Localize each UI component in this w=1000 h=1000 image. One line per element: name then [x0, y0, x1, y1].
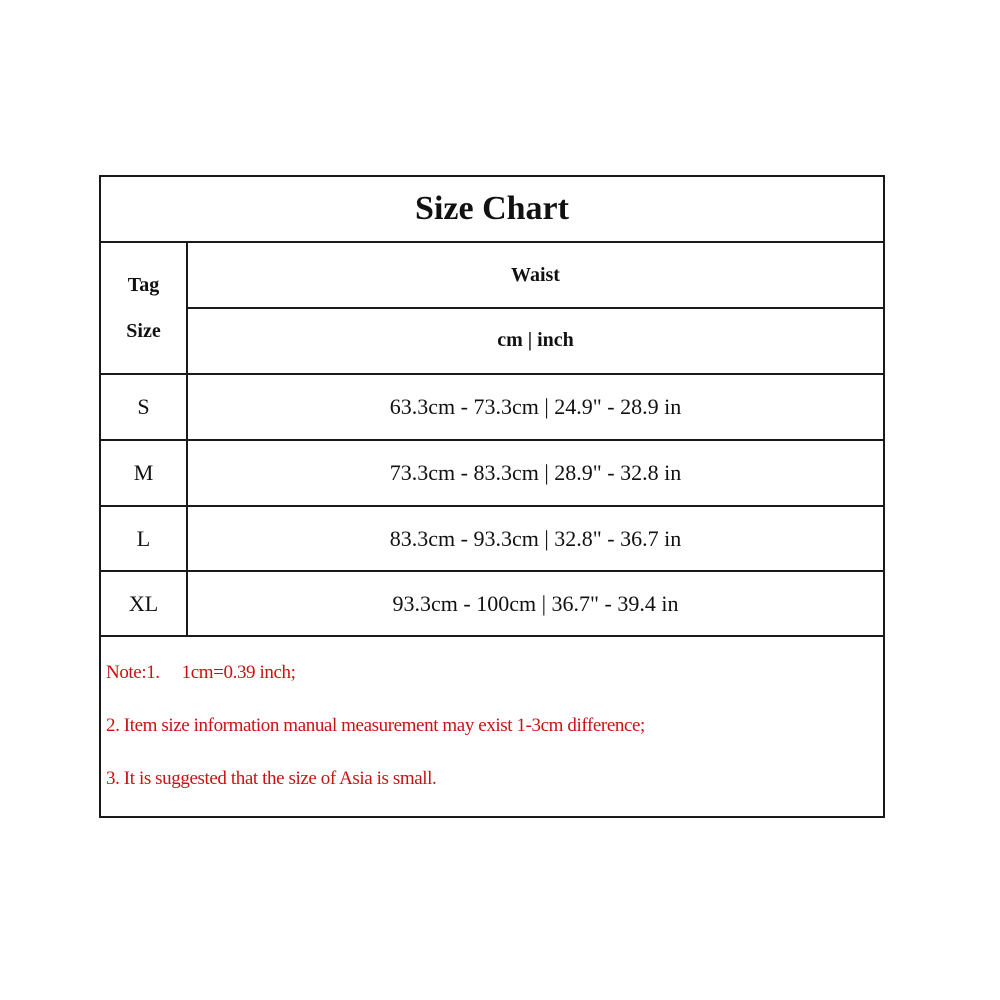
size-cell-m: M: [133, 460, 154, 485]
units-header: cm | inch: [497, 329, 574, 351]
range-cell-xl: 93.3cm - 100cm | 36.7" - 39.4 in: [392, 591, 679, 616]
size-cell-l: L: [136, 526, 151, 551]
size-chart-table: [99, 175, 885, 818]
note-2: 2. Item size information manual measurement may exist 1-3cm difference;: [106, 715, 645, 736]
tag-header-line2: Size: [126, 320, 161, 342]
note-1-prefix: Note:1.: [106, 662, 160, 683]
range-cell-l: 83.3cm - 93.3cm | 32.8" - 36.7 in: [389, 526, 682, 551]
note-1: [106, 662, 296, 684]
tag-header-line1: Tag: [127, 274, 160, 296]
note-1-text: 1cm=0.39 inch;: [181, 662, 296, 683]
note-3: 3. It is suggested that the size of Asia is small.: [106, 768, 437, 789]
size-cell-s: S: [137, 394, 150, 419]
chart-title: Size Chart: [415, 190, 569, 227]
waist-header: Waist: [511, 263, 560, 286]
divider: [101, 635, 883, 637]
tag-size-header: [101, 243, 186, 373]
range-cell-s: 63.3cm - 73.3cm | 24.9" - 28.9 in: [389, 394, 682, 419]
range-cell-m: 73.3cm - 83.3cm | 28.9" - 32.8 in: [389, 460, 682, 485]
size-cell-xl: XL: [128, 591, 159, 616]
